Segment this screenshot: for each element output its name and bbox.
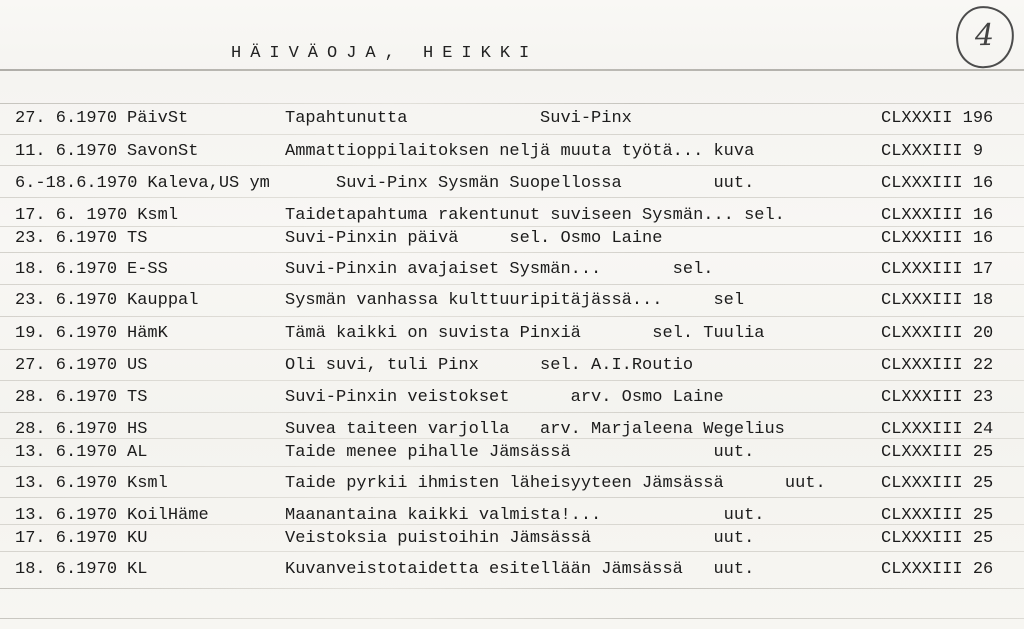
entry-date: 17. 6. 1970 xyxy=(15,206,128,225)
entry-date: 23. 6.1970 xyxy=(15,291,118,310)
entry-row xyxy=(0,290,1024,311)
entry-ref: CLXXXIII 22 xyxy=(881,356,994,375)
entry-source: E-SS xyxy=(127,260,168,279)
entry-source: HS xyxy=(127,420,148,439)
handwritten-page-number: 4 xyxy=(975,17,995,53)
entry-ref: CLXXXIII 16 xyxy=(881,229,994,248)
entry-date: 18. 6.1970 xyxy=(15,560,118,579)
entry-source: AL xyxy=(127,443,148,462)
entry-ref: CLXXXIII 26 xyxy=(881,560,994,579)
entry-ref: CLXXXIII 25 xyxy=(881,529,994,548)
entry-date: 28. 6.1970 xyxy=(15,420,118,439)
ruled-line xyxy=(0,226,1024,227)
page-title: HÄIVÄOJA, HEIKKI xyxy=(231,44,539,63)
entry-source: TS xyxy=(127,388,148,407)
entry-title: Ammattioppilaitoksen neljä muuta työtä... kuva xyxy=(285,142,755,161)
entry-row xyxy=(0,559,1024,580)
entry-row xyxy=(0,173,1024,194)
entry-date-source xyxy=(15,355,147,376)
entry-title: Oli suvi, tuli Pinx sel. A.I.Routio xyxy=(285,356,694,375)
entry-ref: CLXXXIII 23 xyxy=(881,388,994,407)
entry-source: KU xyxy=(127,529,148,548)
entry-title: Taide menee pihalle Jämsässä uut. xyxy=(285,443,755,462)
header-divider xyxy=(0,69,1024,71)
entry-date: 28. 6.1970 xyxy=(15,388,118,407)
ruled-line xyxy=(0,466,1024,467)
entry-date-source xyxy=(15,205,178,226)
entry-ref: CLXXXIII 25 xyxy=(881,506,994,525)
entry-ref: CLXXXIII 24 xyxy=(881,420,994,439)
entry-date: 13. 6.1970 xyxy=(15,506,118,525)
entry-date-source xyxy=(15,442,147,463)
ruled-line xyxy=(0,412,1024,413)
entry-title: Suvi-Pinxin veistokset arv. Osmo Laine xyxy=(285,388,724,407)
entry-source: US xyxy=(127,356,148,375)
entry-date: 6.-18.6.1970 xyxy=(15,174,138,193)
entry-source: HämK xyxy=(127,324,168,343)
entry-row xyxy=(0,323,1024,344)
entry-date-source xyxy=(15,528,147,549)
entry-title: Taidetapahtuma rakentunut suviseen Sysmän... sel. xyxy=(285,206,785,225)
entry-source: Kauppal xyxy=(127,291,199,310)
ruled-line xyxy=(0,252,1024,253)
entry-title: Suvi-Pinx Sysmän Suopellossa uut. xyxy=(285,174,755,193)
entry-date-source xyxy=(15,259,168,280)
ruled-line xyxy=(0,497,1024,498)
entry-date: 19. 6.1970 xyxy=(15,324,118,343)
entry-row xyxy=(0,259,1024,280)
entry-ref: CLXXXIII 17 xyxy=(881,260,994,279)
entry-title: Tapahtunutta Suvi-Pinx xyxy=(285,109,632,128)
entry-title: Veistoksia puistoihin Jämsässä uut. xyxy=(285,529,755,548)
entry-date: 13. 6.1970 xyxy=(15,443,118,462)
entry-date-source xyxy=(15,387,147,408)
ruled-line xyxy=(0,349,1024,350)
handwritten-page-number-circle xyxy=(953,4,1016,71)
entry-ref: CLXXXII 196 xyxy=(881,109,994,128)
entry-row xyxy=(0,141,1024,162)
entry-source: SavonSt xyxy=(127,142,199,161)
ruled-line xyxy=(0,588,1024,589)
ruled-line xyxy=(0,197,1024,198)
entry-source: PäivSt xyxy=(127,109,189,128)
entry-row xyxy=(0,442,1024,463)
entry-ref: CLXXXIII 16 xyxy=(881,174,994,193)
entry-date-source xyxy=(15,290,198,311)
entry-row xyxy=(0,419,1024,440)
entry-row xyxy=(0,505,1024,526)
ruled-line xyxy=(0,134,1024,135)
entry-source: Ksml xyxy=(127,474,168,493)
entry-date: 27. 6.1970 xyxy=(15,356,118,375)
entry-title: Taide pyrkii ihmisten läheisyyteen Jämsässä uut. xyxy=(285,474,826,493)
entry-row xyxy=(0,355,1024,376)
entry-date-source xyxy=(15,108,188,129)
entry-row xyxy=(0,473,1024,494)
ruled-line xyxy=(0,103,1024,104)
entry-date-source xyxy=(15,559,147,580)
entry-title: Suvi-Pinxin päivä sel. Osmo Laine xyxy=(285,229,663,248)
ruled-line xyxy=(0,551,1024,552)
entry-date: 18. 6.1970 xyxy=(15,260,118,279)
entry-row xyxy=(0,228,1024,249)
entry-date-source xyxy=(15,228,147,249)
entry-date: 13. 6.1970 xyxy=(15,474,118,493)
entry-source: KoilHäme xyxy=(127,506,209,525)
entry-ref: CLXXXIII 25 xyxy=(881,443,994,462)
entry-title: Kuvanveistotaidetta esitellään Jämsässä uut. xyxy=(285,560,755,579)
entry-title: Suvi-Pinxin avajaiset Sysmän... sel. xyxy=(285,260,714,279)
entry-date-source xyxy=(15,141,198,162)
entry-title: Sysmän vanhassa kulttuuripitäjässä... sel xyxy=(285,291,745,310)
entry-row xyxy=(0,108,1024,129)
entry-date: 27. 6.1970 xyxy=(15,109,118,128)
entry-source: Kaleva,US ym xyxy=(147,174,270,193)
entry-title: Maanantaina kaikki valmista!... uut. xyxy=(285,506,765,525)
entry-ref: CLXXXIII 18 xyxy=(881,291,994,310)
entry-source: TS xyxy=(127,229,148,248)
entry-title: Suvea taiteen varjolla arv. Marjaleena Wegelius xyxy=(285,420,785,439)
entry-row xyxy=(0,205,1024,226)
entry-date: 17. 6.1970 xyxy=(15,529,118,548)
entry-ref: CLXXXIII 16 xyxy=(881,206,994,225)
entry-ref: CLXXXIII 9 xyxy=(881,142,984,161)
entry-row xyxy=(0,528,1024,549)
entry-source: Ksml xyxy=(137,206,179,225)
entry-row xyxy=(0,387,1024,408)
entry-ref: CLXXXIII 25 xyxy=(881,474,994,493)
entry-date: 11. 6.1970 xyxy=(15,142,118,161)
entry-date-source xyxy=(15,419,147,440)
entry-date-source xyxy=(15,505,209,526)
entry-ref: CLXXXIII 20 xyxy=(881,324,994,343)
ruled-line xyxy=(0,618,1024,619)
entry-source: KL xyxy=(127,560,148,579)
entry-date-source xyxy=(15,323,168,344)
entry-title: Tämä kaikki on suvista Pinxiä sel. Tuulia xyxy=(285,324,765,343)
ruled-line xyxy=(0,165,1024,166)
entry-date: 23. 6.1970 xyxy=(15,229,118,248)
entry-date-source xyxy=(15,473,168,494)
ruled-line xyxy=(0,316,1024,317)
entry-date-source xyxy=(15,173,270,194)
ruled-line xyxy=(0,284,1024,285)
ruled-line xyxy=(0,380,1024,381)
